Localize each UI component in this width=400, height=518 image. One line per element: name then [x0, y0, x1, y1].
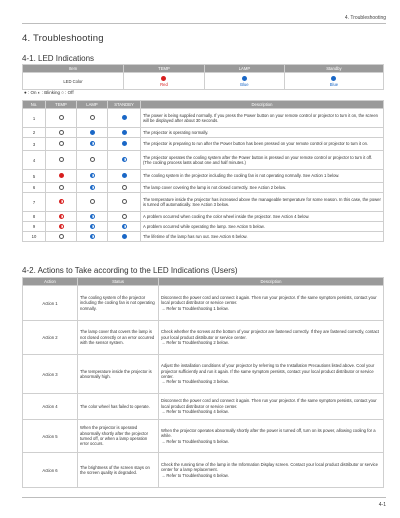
action-status: The color wheel has failed to operate.: [78, 394, 159, 420]
status-led-cell: [77, 222, 108, 232]
action-row: [23, 420, 384, 453]
led-temp-color: Red: [160, 81, 168, 87]
status-led-cell: [108, 183, 141, 193]
status-led-cell: [77, 138, 108, 151]
status-led-cell: [46, 212, 77, 222]
action-table: [22, 277, 384, 488]
led-off-icon: [122, 199, 127, 204]
blinking-led-icon: [59, 199, 64, 204]
action-label: Action 6: [23, 453, 78, 488]
action-th-action: Action: [23, 278, 78, 286]
status-led-cell: [46, 128, 77, 138]
action-status: When the projector is operated abnormally shortly after the projector turned off, or when a lamp operation error occurs.: [78, 420, 159, 453]
blinking-led-icon: [90, 214, 95, 219]
status-led-cell: [46, 183, 77, 193]
status-row: [23, 128, 384, 138]
action-description: [159, 453, 384, 488]
action-label: Action 1: [23, 286, 78, 321]
status-led-cell: [46, 109, 77, 128]
action-description: [159, 394, 384, 420]
led-off-icon: [59, 130, 64, 135]
status-led-cell: [108, 128, 141, 138]
status-th-lamp: LAMP: [77, 101, 108, 109]
led-status-table: [22, 100, 384, 242]
action-description-text: Disconnect the power cord and connect it again. Then run your projector. If the same symptom persists, contact your local product distributor or service center.: [161, 398, 377, 409]
action-description-text: Adjust the installation conditions of your projector by referring to the Installation Precautions listed above. Cool your projector sufficiently and run it again. If the same symptom persists, contact your local product distributor or service center.: [161, 363, 375, 379]
action-status: The lamp cover that covers the lamp is not closed correctly or an error occurred with the sensor system.: [78, 321, 159, 355]
led-lamp-color: Blue: [240, 81, 249, 87]
status-th-temp: TEMP: [46, 101, 77, 109]
led-th-lamp: LAMP: [204, 65, 284, 73]
status-row-description: A problem occurred while operating the lamp. See Action 5 below.: [141, 222, 384, 232]
action-reference: → Refer to Troubleshooting 1 below.: [161, 305, 229, 311]
blinking-led-icon: [59, 224, 64, 229]
blinking-led-icon: [90, 141, 95, 146]
action-label: Action 2: [23, 321, 78, 355]
blinking-led-icon: [90, 185, 95, 190]
action-description-text: Check whether the screws at the bottom of your projector are fastened correctly. If they are fastened correctly, contact your local product distributor or service center.: [161, 329, 379, 340]
status-led-cell: [77, 232, 108, 242]
status-led-cell: [108, 170, 141, 183]
led-off-icon: [90, 157, 95, 162]
status-led-cell: [46, 138, 77, 151]
blinking-led-icon: [90, 173, 95, 178]
status-led-cell: [108, 222, 141, 232]
led-on-icon: [122, 130, 127, 135]
action-table-header: [23, 278, 384, 286]
blinking-led-icon: [59, 214, 64, 219]
action-row: [23, 394, 384, 420]
blue-led-icon: [331, 76, 336, 81]
led-on-icon: [122, 234, 127, 239]
led-on-icon: [59, 173, 64, 178]
led-on-icon: [122, 173, 127, 178]
action-reference: → Refer to Troubleshooting 5 below.: [161, 438, 229, 444]
led-th-standby: Standby: [284, 65, 383, 73]
status-row-description: The lamp cover covering the lamp is not closed correctly. See Action 2 below.: [141, 183, 384, 193]
action-status: The temperature inside the projector is abnormally high.: [78, 355, 159, 394]
action-th-description: Description: [159, 278, 384, 286]
action-description: [159, 355, 384, 394]
action-description-text: When the projector operates abnormally shortly after the power is turned off, turn on its power, allowing cooling for a while.: [161, 427, 376, 439]
section-4-1-heading: 4-1. LED Indications: [22, 54, 95, 63]
led-off-icon: [90, 115, 95, 120]
section-4-2-heading: 4-2. Actions to Take according to the LED Indications (Users): [22, 266, 238, 275]
led-standby-color: Blue: [329, 81, 339, 87]
blinking-led-icon: [90, 234, 95, 239]
status-th-standby: STANDBY: [108, 101, 141, 109]
status-led-cell: [108, 212, 141, 222]
action-row: [23, 355, 384, 394]
led-color-row: [23, 73, 384, 90]
status-led-cell: [108, 109, 141, 128]
status-row: [23, 222, 384, 232]
led-off-icon: [59, 157, 64, 162]
status-led-cell: [77, 183, 108, 193]
led-off-icon: [59, 141, 64, 146]
action-description: [159, 321, 384, 355]
action-th-status: Status: [78, 278, 159, 286]
status-row-description: The cooling system in the projector including the cooling fan is not operating normally. See Action 1 below.: [141, 170, 384, 183]
action-status: The cooling system of the projector including the cooling fan is not operating normally.: [78, 286, 159, 321]
status-row-number: 7: [23, 193, 46, 212]
status-row-number: 9: [23, 222, 46, 232]
led-off-icon: [122, 185, 127, 190]
led-on-icon: [90, 130, 95, 135]
status-row: [23, 109, 384, 128]
action-row: [23, 453, 384, 488]
action-reference: → Refer to Troubleshooting 3 below.: [161, 379, 229, 385]
status-row-description: The power is being supplied normally. If you press the Power button on your remote control or projector to turn it on, the screen will be displayed after about 30 seconds.: [141, 109, 384, 128]
action-description-text: Check the running time of the lamp in the Information Display screen. Contact your local product distributor or service center for a lamp replacement.: [161, 461, 378, 473]
blinking-led-icon: [122, 157, 127, 162]
status-row-description: The projector operates the cooling system after the Power button is pressed on your remote control or projector to turn it off. (The cooling process lasts about one and half minutes.): [141, 151, 384, 170]
action-reference: → Refer to Troubleshooting 2 below.: [161, 340, 229, 346]
blinking-led-icon: [90, 224, 95, 229]
status-row-number: 1: [23, 109, 46, 128]
status-row: [23, 151, 384, 170]
status-led-cell: [77, 109, 108, 128]
status-row-description: A problem occurred when cooling the color wheel inside the projector. See Action 4 below.: [141, 212, 384, 222]
status-row-description: The temperature inside the projector has increased above the manageable temperature for some reason. In this case, the power is turned off automatically. See Action 3 below.: [141, 193, 384, 212]
led-off-icon: [59, 185, 64, 190]
status-row: [23, 212, 384, 222]
status-row: [23, 183, 384, 193]
action-label: Action 3: [23, 355, 78, 394]
header-rule: [22, 23, 386, 24]
action-reference: → Refer to Troubleshooting 6 below.: [161, 472, 229, 478]
status-led-cell: [108, 151, 141, 170]
led-off-icon: [59, 234, 64, 239]
footer-rule: [22, 497, 386, 498]
blinking-led-icon: [122, 224, 127, 229]
status-row: [23, 193, 384, 212]
status-led-cell: [77, 170, 108, 183]
status-row-number: 6: [23, 183, 46, 193]
led-off-icon: [59, 115, 64, 120]
status-led-cell: [77, 212, 108, 222]
led-th-item: Item: [23, 65, 124, 73]
status-row-description: The projector is preparing to run after the Power button has been pressed on your remote control or projector to turn it on.: [141, 138, 384, 151]
action-description: [159, 420, 384, 453]
red-led-icon: [161, 76, 166, 81]
action-label: Action 5: [23, 420, 78, 453]
action-row: [23, 286, 384, 321]
led-lamp-cell: [204, 73, 284, 90]
action-description: [159, 286, 384, 321]
status-row-number: 8: [23, 212, 46, 222]
status-led-cell: [46, 232, 77, 242]
status-led-cell: [77, 128, 108, 138]
led-off-icon: [122, 214, 127, 219]
blue-led-icon: [242, 76, 247, 81]
status-row-number: 10: [23, 232, 46, 242]
status-led-cell: [108, 193, 141, 212]
led-off-icon: [90, 199, 95, 204]
status-led-cell: [46, 151, 77, 170]
action-description-text: Disconnect the power cord and connect it again. Then run your projector. If the same symptom persists, contact your local product distributor or service center.: [161, 294, 377, 306]
led-color-table: [22, 64, 384, 90]
status-led-cell: [108, 232, 141, 242]
status-row: [23, 232, 384, 242]
status-table-header: [23, 101, 384, 109]
action-status: The brightness of the screen stays on the screen quality is degraded.: [78, 453, 159, 488]
led-table-header: [23, 65, 384, 73]
led-th-temp: TEMP: [124, 65, 205, 73]
action-label: Action 4: [23, 394, 78, 420]
status-th-no: No.: [23, 101, 46, 109]
status-led-cell: [108, 138, 141, 151]
status-row: [23, 138, 384, 151]
status-row: [23, 170, 384, 183]
page-number: 4-1: [378, 502, 386, 508]
led-standby-cell: [284, 73, 383, 90]
led-on-icon: [122, 141, 127, 146]
status-row-number: 3: [23, 138, 46, 151]
action-reference: → Refer to Troubleshooting 4 below.: [161, 409, 229, 415]
status-row-number: 2: [23, 128, 46, 138]
led-on-icon: [122, 115, 127, 120]
status-row-description: The projector is operating normally.: [141, 128, 384, 138]
status-led-cell: [77, 151, 108, 170]
led-row-label: LED Color: [23, 73, 124, 90]
status-led-cell: [46, 222, 77, 232]
action-row: [23, 321, 384, 355]
status-row-description: The lifetime of the lamp has run out. See Action 6 below.: [141, 232, 384, 242]
header-section: 4. Troubleshooting: [344, 15, 386, 21]
status-row-number: 4: [23, 151, 46, 170]
status-row-number: 5: [23, 170, 46, 183]
status-led-cell: [77, 193, 108, 212]
status-th-description: Description: [141, 101, 384, 109]
status-led-cell: [46, 193, 77, 212]
page-title: 4. Troubleshooting: [22, 33, 104, 44]
led-legend: ● : On ◐ : Blinking ○ : Off: [24, 90, 74, 95]
led-temp-cell: [124, 73, 205, 90]
status-led-cell: [46, 170, 77, 183]
